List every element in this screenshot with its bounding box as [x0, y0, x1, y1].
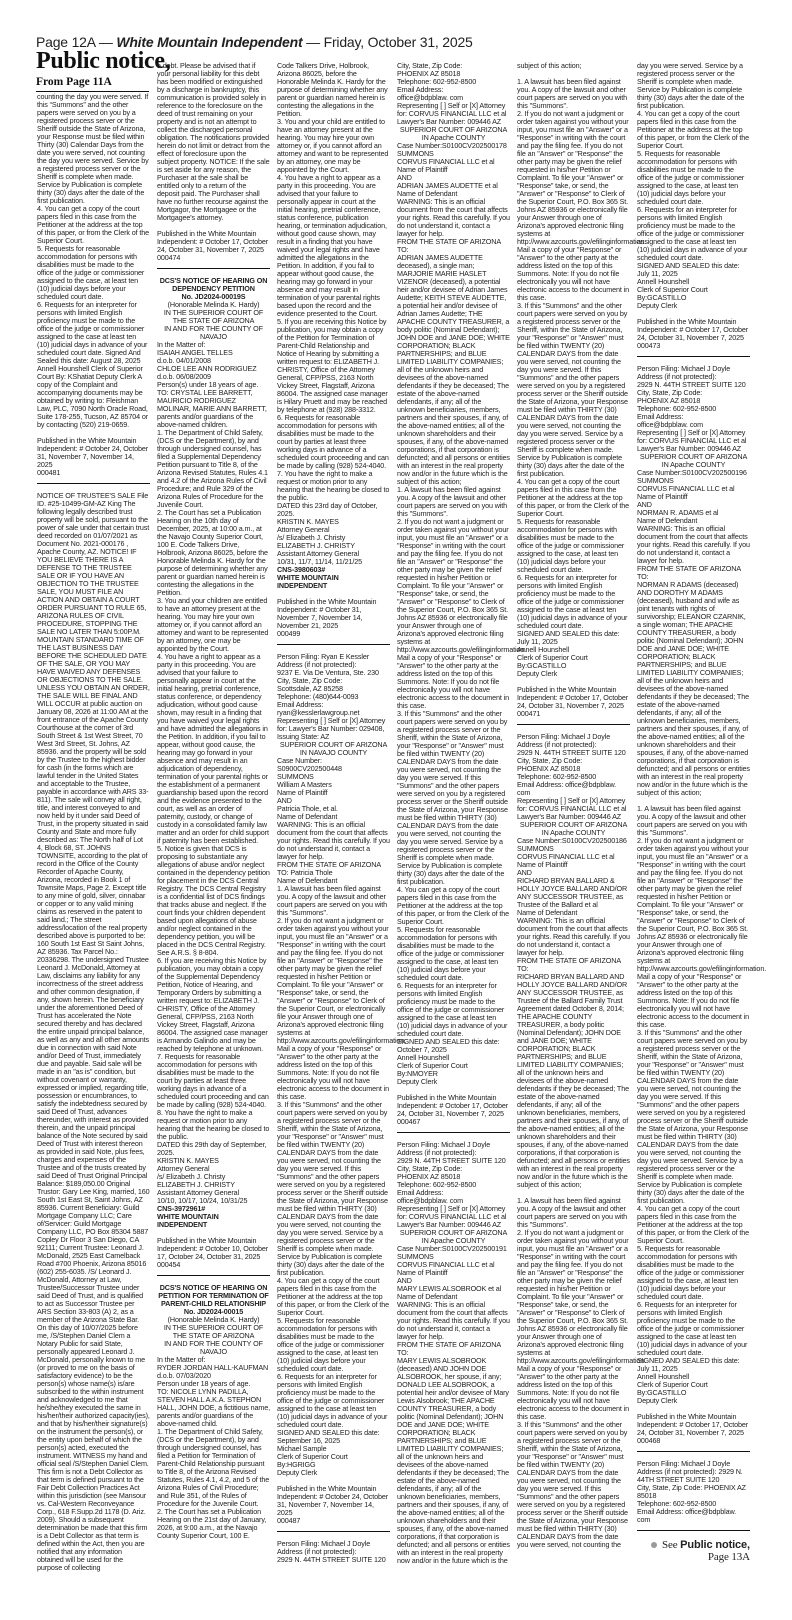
- notice-text: Published in the White Mountain Independent: # October 17, October 24, October 31, November 7, 2025 000471: [517, 685, 628, 718]
- notice-text: Person Filing: Michael J Doyle Address (if not protected): 2929 N. 44TH STREET SUITE 120 City, State, Zip Code: PHOENIX AZ 85018 Telephone: 602-952-8500 Email Address: office@bdpblaw. com Representing [ ] Self or [X] Attorney for: CORVUS FINANCIAL LLC et al Lawyer's Bar Number: 009446 AZ: [397, 1140, 507, 1229]
- notice-text: Published in the White Mountain Independent: # October 17, October 24, October 31, November 7, 2025 000467: [397, 1093, 508, 1126]
- divider: [397, 1132, 510, 1133]
- divider: [277, 644, 390, 645]
- notice-text: Published in the White Mountain Independent: # October 10, October 17, October 24, October 31, 2025 000454: [157, 1236, 268, 1269]
- notice-text: Person Filing: Michael J Doyle Address (if not protected): 2929 N. 44TH STREET SUITE 120: [277, 1539, 386, 1564]
- column-1: [37, 92, 150, 1572]
- divider: [157, 1275, 270, 1276]
- notice-text: Person Filing: Michael J Doyle Address (if not protected): 2929 N. 44TH STREET SUITE 120 City, State, Zip Code: PHOENIX AZ 85018 Telephone: 602-952-8500 Email Address: office@bdpblaw. com Representing [ ] Self or [X] Attorney for: CORVUS FINANCIAL LLC et al Lawyer's Bar Number: 009446 AZ: [517, 732, 627, 821]
- notice-heading: DCS'S NOTICE OF HEARING ON PETITION FOR TERMINATION OF PARENT-CHILD RELATIONSHIP No. JD2024-00015: [158, 1283, 269, 1316]
- notice-text: a debt. Please be advised that if your personal liability for this debt has been modified or extinguished by a discharge in bankruptcy, this communication is provided solely in reference to the foreclosure on the deed of trust remaining on your property and is not an attempt to collect the discharged personal obligation. The notifications provided herein do not limit or detract from the effect of foreclosure upon the subject property. NOTICE: If the sale is set aside for any reason, the Purchaser at the sale shall be entitled only to a return of the deposit paid. The Purchaser shall have no further recourse against the Mortgagor, the Mortgagee or the Mortgagee's attorney.: [157, 61, 270, 222]
- court-caption: (Honorable Melinda K. Hardy) IN THE SUPERIOR COURT OF THE STATE OF ARIZONA IN AND FOR THE COUNTY OF NAVAJO: [163, 1315, 264, 1356]
- bullet-icon: [651, 1542, 657, 1548]
- notice-text: counting the day you were served. If this “Summons” and the other papers were served on you by a registered process server or the Sheriff outside the State of Arizona, your Response must be filed within Thirty (30) Calendar Days from the date you were served, not counting the day you were served. Service by a registered process server or the Sheriff is complete when made. Service by Publication is complete thirty (30) days after the date of the first publication. 4. You can get a copy of the court papers filed in this case from the Petitioner at the address at the top of this paper, or from the Clerk of the Superior Court. 5. Requests for reasonable accommodation for persons with disabilities must be made to the office of the judge or commissioner assigned to the case, at least ten (10) judicial days before your scheduled court date. 6. Requests for an interpreter for persons with limited English proficiency must be made to the office of the judge or commissioner assigned to the case at least ten (10) judicial days in advance of your scheduled court date. Signed And Sealed this date: August 28, 2025 Annell Hounshell Clerk of Superior Court By: KShatiat Deputy Clerk A copy of the Complaint and accompanying documents may be obtained by writing to: Fleishman Law, PLC, 7090 North Oracle Road, Suite 178-255, Tucson, AZ 85704 or by contacting (520) 219-0659.: [37, 92, 149, 429]
- column-4: [397, 61, 527, 1568]
- notice-heading: DCS'S NOTICE OF HEARING ON DEPENDENCY PETITION No. JD2024-00019S: [159, 276, 268, 301]
- column-2: [157, 62, 270, 1568]
- continued-from: From Page 11A: [36, 76, 112, 88]
- column-5: [517, 61, 647, 1568]
- notice-text: Case Number: S0900CV202500448 SUMMONS William A Masters Name of Plaintiff AND Patricia Thole, et al. Name of Defendant WARNING: This is an official document from the court that affects your rights. Read this carefully. If you do not understand it, contact a lawyer for help. FROM THE STATE OF ARIZONA TO: Patricia Thole Name of Defendant 1. A lawsuit has been filed against you. A copy of the lawsuit and other court papers are served on you with this "Summons". 2. If you do not want a judgment or order taken against you without your input, you must file an "Answer" or a "Response" in writing with the court and pay the filing fee. If you do not file an "Answer" or "Response" the other party may be given the relief requested in his/her Petition or Complaint. To file your "Answer" or "Response" take, or send, the "Answer" or "Response" to Clerk of the Superior Court, or electronically file your Answer through one of Arizona's approved electronic filing systems at http://www.azcourts.gov/efilinginformation. Mail a copy of your "Response" or "Answer" to the other party at the address listed on the top of this Summons. Note: If you do not file electronically you will not have electronic access to the document in this case. 3. If this "Summons" and the other court papers were served on you by a registered process server or the Sheriff, within the State of Arizona, your "Response" or "Answer" must be filed within TWENTY (20) CALENDAR DAYS from the date you were served, not counting the day you were served. If this "Summons" and the other papers were served on you by a registered process server or the Sheriff outside the State of Arizona, your Response must be filed within THIRTY (30) CALENDAR DAYS from the date you were served, not counting the day you were served. Service by a registered process server or the Sheriff is complete when made. Service by Publication is complete thirty (30) days after the date of the first publication. 4. You can get a copy of the court papers filed in this case from the Petitioner at the address at the top of this paper, or from the Clerk of the Superior Court. 5. Requests for reasonable accommodation for persons with disabilities must be made to the office of the judge or commissioner assigned to the case, at least ten (10) judicial days before your scheduled court date. 6. Requests for an interpreter for persons with limited English proficiency must be made to the office of the judge or commissioner assigned to the case at least ten (10) judicial days in advance of your scheduled court date. SIGNED AND SEALED this date: September 16, 2025 Michael Sample Clerk of Superior Court By:HGRIGG Deputy Clerk: [277, 756, 407, 1477]
- divider: [157, 268, 270, 269]
- notice-text: 1. A lawsuit has been filed against you. A copy of the lawsuit and other court papers are served on you with this "Summons". 2. If you do not want a judgment or order taken against you without your input, you must file an "Answer" or a "Response" in writing with the court and pay the filing fee. If you do not file an "Answer" or "Response" the other party may be given the relief requested in his/her Petition or Complaint. To file your "Answer" or "Response" take, or send, the "Answer" or "Response" to Clerk of the Superior Court, P.O. Box 365 St. Johns AZ 85936 or electronically file your Answer through one of Arizona's approved electronic filing systems at http://www.azcourts.gov/efilinginformation. Mail a copy of your "Response" or "Answer" to the other party at the address listed on the top of this Summons. Note: If you do not file electronically you will not have electronic access to the document in this case. 3. If this "Summons" and the other court papers were served on you by a registered process server or the Sheriff, within the State of Arizona, your "Response" or "Answer" must be filed within TWENTY (20) CALENDAR DAYS from the date you were served, not counting the day you were served. If this "Summons" and the other papers were served on you by a registered process server or the Sheriff outside the State of Arizona, your Response must be filed within THIRTY (30) CALENDAR DAYS from the date you were served, not counting the day you were served. Service by a registered process server or the Sheriff is complete when made. Service by Publication is complete thirty (30) days after the date of the first publication. 4. You can get a copy of the court papers filed in this case from the Petitioner at the address at the top of this paper, or from the Clerk of the Superior Court. 5. Requests for reasonable accommodation for persons with disabilities must be made to the office of the judge or commissioner assigned to the case, at least ten (10) judicial days before your scheduled court date. 6. Requests for an interpreter for persons with limited English proficiency must be made to the office of the judge or commissioner assigned to the case at least ten (10) judicial days in advance of your scheduled court date. SIGNED AND SEALED this date: July 11, 2025 Annell Hounshell Clerk of Superior Court By:GCASTILLO Deputy Clerk: [637, 804, 767, 1405]
- notice-text: In the Matter of: ISAIAH ANGEL TELLES d.o.b. 04/01/2008 CHLOE LEE ANN RODRIGUEZ d.o.b. 06/08/2009 Person(s) under 18 years of age. TO: CRYSTAL LEE BARRETT, MAURICIO RODRIGUEZ MOLINAR, MARIE ANN BARRETT, parents and/or guardians of the above-named children. 1. The Department of Child Safety, (DCS or the Department), by and through undersigned counsel, has filed a Supplemental Dependency Petition pursuant to Title 8, of the Arizona Revised Statutes, Rules 4.1 and 4.2 of the Arizona Rules of Civil Procedure; and Rule 329 of the Arizona Rules of Procedure for the Juvenile Court. 2. The Court has set a Publication Hearing on the 10th day of December, 2025, at 10:00 a.m., at the Navajo County Superior Court, 100 E. Code Talkers Drive, Holbrook, Arizona 86025, before the Honorable Melinda K. Hardy for the purpose of determining whether any parent or guardian named herein is contesting the allegations in the Petition. 3. You and your children are entitled to have an attorney present at the hearing. You may hire your own attorney or, if you cannot afford an attorney and want to be represented by an attorney, one may be appointed by the Court. 4. You have a right to appear as a party in this proceeding. You are advised that your failure to personally appear in court at the initial hearing, pretrial conference, status conference, or dependency adjudication, without good cause shown, may result in a finding that you have waived your legal rights and have admitted the allegations in the Petition. In addition, if you fail to appear, without good cause, the hearing may go forward in your absence and may result in an adjudication of dependency, termination of your parental rights or the establishment of a permanent guardianship based upon the record and the evidence presented to the court, as well as an order of paternity, custody, or change of custody in a consolidated family law matter and an order for child support if paternity has been established. 5. Notice is given that DCS is proposing to substantiate any allegations of abuse and/or neglect contained in the dependency petition for placement in the DCS Central Registry. The DCS Central Registry is a confidential list of DCS findings that tracks abuse and neglect. If the court finds your children dependent based upon allegations of abuse and/or neglect contained in the dependency petition, you will be placed in the DCS Central Registry. See A.R.S. § 8-804. 6. If you are receiving this Notice by publication, you may obtain a copy of the Supplemental Dependency Petition, Notice of Hearing, and Temporary Orders by submitting a written request to: ELIZABETH J. CHRISTY, Office of the Attorney General, CFP/PSS, 2163 North Vickey Street, Flagstaff, Arizona 86004. The assigned case manager is Armando Galindo and may be reached by telephone at unknown. 7. Requests for reasonable accommodation for persons with disabilities must be made to the court by parties at least three working days in advance of a scheduled court proceeding and can be made by calling (928) 524-4040. 8. You have the right to make a request or motion prior to any hearing that the hearing be closed to the public. DATED this 29th day of September, 2025. KRISTIN K. MAYES Attorney General /s/ Elizabeth J. Christy ELIZABETH J. CHRISTY Assistant Attorney General 10/10, 10/17, 10/24, 10/31/25: [157, 340, 270, 1205]
- divider: [637, 356, 750, 357]
- notice-text: Published in the White Mountain Independent: # October 24, October 31, November 7, November 14, 2025 000487: [277, 1484, 388, 1525]
- court-caption: SUPERIOR COURT OF ARIZONA IN Apache COUNTY: [639, 452, 748, 469]
- notice-text: NOTICE OF TRUSTEE'S SALE File ID. #25-10499-GM-AZ King The following legally described trust property will be sold, pursuant to the power of sale under that certain trust deed recorded on 01/07/2021 as Document No. 2021-000176 , Apache County, AZ. NOTICE! IF YOU BELIEVE THERE IS A DEFENSE TO THE TRUSTEE SALE OR IF YOU HAVE AN OBJECTION TO THE TRUSTEE SALE, YOU MUST FILE AN ACTION AND OBTAIN A COURT ORDER PURSUANT TO RULE 65, ARIZONA RULES OF CIVIL PROCEDURE, STOPPING THE SALE NO LATER THAN 5:00P.M. MOUNTAIN STANDARD TIME OF THE LAST BUSINESS DAY BEFORE THE SCHEDULED DATE OF THE SALE, OR YOU MAY HAVE WAIVED ANY DEFENSES OR OBJECTIONS TO THE SALE. UNLESS YOU OBTAIN AN ORDER, THE SALE WILL BE FINAL AND WILL OCCUR at public auction on January 08, 2026 at 11:00 AM at the front entrance of the Apache County Courthouse at the corner of 3rd South Street & 1st West Street, 70 West 3rd Street, St. Johns, AZ 85936. and the property will be sold by the Trustee to the highest bidder for cash (in the forms which are lawful tender in the United States and acceptable to the Trustee, payable in accordance with ARS 33-811). The sale will convey all right, title, and interest conveyed to and now held by it under said Deed of Trust, in the property situated in said County and State and more fully described as: The North half of Lot 4, Block 68, ST. JOHNS TOWNSITE, according to the plat of record in the Office of the County Recorder of Apache County, Arizona, recorded in Book 1 of Townsite Maps, Page 2. Except title to any mine of gold, silver, cinnabar or copper or to any valid mining claims as reserved in the patent to said land.; The street address/location of the real property described above is purported to be: 160 South 1st East St Saint Johns, AZ 85936. Tax Parcel No.: 20336298. The undersigned Trustee Leonard J. McDonald, Attorney at Law, disclaims any liability for any incorrectness of the street address and other common designation, if any, shown herein. The beneficiary under the aforementioned Deed of Trust has accelerated the Note secured thereby and has declared the entire unpaid principal balance, as well as any and all other amounts due in connection with said Note and/or Deed of Trust, immediately due and payable. Said sale will be made in an "as is" condition, but without covenant or warranty, expressed or implied, regarding title, possession or encumbrances, to satisfy the indebtedness secured by said Deed of Trust, advances thereunder, with interest as provided therein, and the unpaid principal balance of the Note secured by said Deed of Trust with interest thereon as provided in said Note, plus fees, charges and expenses of the Trustee and of the trusts created by said Deed of Trust Original Principal Balance: $189,050.00 Original Trustor: Gary Lee King, married, 160 South 1st East St, Saint Johns, AZ 85936. Current Beneficiary: Guild Mortgage Company LLC; Care of/Servicer: Guild Mortgage Company LLC, PO Box 85304 5887 Copley Dr Floor 3 San Diego, CA 92111; Current Trustee: Leonard J. McDonald, 2525 East Camelback Road #700 Phoenix, Arizona 85016 (602) 255-6035. /S/ Leonard J. McDonald, Attorney at Law, Trustee/Successor Trustee under said Deed of Trust, and is qualified to act as Successor Trustee per ARS Section 33-803 (A) 2, as a member of the Arizona State Bar. On this day of 10/07/2025 before me, /S/Stephen Daniel Clem a Notary Public for said State, personally appeared Leonard J. McDonald, personally known to me (or proved to me on the basis of satisfactory evidence) to be the person(s) whose name(s) is/are subscribed to the within instrument and acknowledged to me that he/she/they executed the same in his/her/their authorized capacity(ies), and that by his/her/their signature(s) on the instrument the person(s), or the entity upon behalf of which the person(s) acted, executed the instrument. WITNESS my hand and official seal /S/Stephen Daniel Clem. This firm is not a Debt Collector as that term is defined pursuant to the Fair Debt Collection Practices Act within this jurisdiction (see Mansour vs. Cal-Western Reconveyance Corp., 618 F.Supp.2d 1178 (D. Ariz. 2009). Should a subsequent determination be made that this firm is a Debt Collector as that term is defined within the Act, then you are notified that any information obtained will be used for the purpose of collecting: [37, 491, 150, 1572]
- section-title: Public notice,: [36, 48, 171, 74]
- continued-on-link[interactable]: [637, 1539, 750, 1563]
- notice-text: In the Matter of: RYDER JORDAN HALL-KAUFMAN d.o.b. 07/03/2020 Person under 18 years of age. TO: NICOLE LYNN PADILLA, STEVEN HALL A.K.A. STEPHON HALL, JOHN DOE, a fictitious name, parents and/or guardians of the above-named child. 1. The Department of Child Safety, (DCS or the Department), by and through undersigned counsel, has filed a Petition for Termination of Parent-Child Relationship pursuant to Title 8, of the Arizona Revised Statutes, Rules 4.1, 4.2, and 5 of the Arizona Rules of Civil Procedure; and Rule 351, of the Rules of Procedure for the Juvenile Court. 2. The Court has set a Publication Hearing on the 21st day of January, 2026, at 9:00 a.m., at the Navajo County Superior Court, 100 E.: [157, 1355, 270, 1540]
- notice-text: Person Filing: Michael J Doyle Address (if not protected): 2929 N. 44TH STREET SUITE 120 City, State, Zip Code: PHOENIX AZ 85018 Telephone: 602-952-8500 Email Address: office@bdpblaw. com Representing [ ] Self or [X] Attorney for: CORVUS FINANCIAL LLC et al Lawyer's Bar Number: 009446 AZ: [637, 364, 747, 453]
- divider: [37, 483, 150, 484]
- column-3: [277, 61, 407, 1568]
- notice-text: day you were served. Service by a registered process server or the Sheriff is complete when made. Service by Publication is complete thirty (30) days after the date of the first publication. 4. You can get a copy of the court papers filed in this case from the Petitioner at the address at the top of this paper, or from the Clerk of the Superior Court. 5. Requests for reasonable accommodation for persons with disabilities must be made to the office of the judge or commissioner assigned to the case, at least ten (10) judicial days before your scheduled court date. 6. Requests for an interpreter for persons with limited English proficiency must be made to the office of the judge or commissioner assigned to the case at least ten (10) judicial days in advance of your scheduled court date. SIGNED AND SEALED this date: July 11, 2025 Annell Hounshell Clerk of Superior Court By:GCASTILLO Deputy Clerk: [637, 61, 749, 310]
- page-number: Page 12A —: [36, 34, 117, 50]
- notice-text: Published in the White Mountain Independent: # October 31, November 7, November 14, November 21, 2025 000499: [277, 597, 377, 638]
- court-caption: SUPERIOR COURT OF ARIZONA IN Apache COUNTY: [519, 820, 628, 837]
- notice-text: Case Number:S0100CV202500178 SUMMONS CORVUS FINANCIAL LLC et al Name of Plaintiff AND ADRIAN JAMES AUDETTE et al Name of Defendant WARNING: This is an official document from the court that affects your rights. Read this carefully. If you do not understand it, contact a lawyer for help. FROM THE STATE OF ARIZONA TO: ADRIAN JAMES AUDETTE deceased), a single man; MARJORIE MARIE HASLET VIZENOR (deceased), a potential heir and/or devisee of Adrian James Audette; KEITH STEVE AUDETTE, a potential heir and/or devisee of Adrian James Audette; THE APACHE COUNTY TREASURER, a body politic (Nominal Defendant); JOHN DOE and JANE DOE; WHITE CORPORATION; BLACK PARTNERSHIPS; and BLUE LIMITED LIABILITY COMPANIES; all of the unknown heirs and devisees of the above-named defendants if they be deceased; The estate of the above-named defendants, if any; all of the unknown beneficiaries, members, partners and their spouses, if any, of the above-named entities; all of the unknown shareholders and their spouses, if any, of the above-named corporations, if that corporation is defuncted; and all persons or entities with an interest in the real property now and/or in the future which is the subject of this action; 1. A lawsuit has been filed against you. A copy of the lawsuit and other court papers are served on you with this "Summons". 2. If you do not want a judgment or order taken against you without your input, you must file an "Answer" or a "Response" in writing with the court and pay the filing fee. If you do not file an "Answer" or "Response" the other party may be given the relief requested in his/her Petition or Complaint. To file your "Answer" or "Response" take, or send, the "Answer" or "Response" to Clerk of the Superior Court, P.O. Box 365 St. Johns AZ 85936 or electronically file your Answer through one of Arizona's approved electronic filing systems at http://www.azcourts.gov/efilinginformation. Mail a copy of your "Response" or "Answer" to the other party at the address listed on the top of this Summons. Note: If you do not file electronically you will not have electronic access to the document in this case. 3. If this "Summons" and the other court papers were served on you by a registered process server or the Sheriff, within the State of Arizona, your "Response" or "Answer" must be filed within TWENTY (20) CALENDAR DAYS from the date you were served, not counting the day you were served. If this "Summons" and the other papers were served on you by a registered process server or the Sheriff outside the State of Arizona, your Response must be filed within THIRTY (30) CALENDAR DAYS from the date you were served, not counting the day you were served. Service by a registered process server or the Sheriff is complete when made. Service by Publication is complete thirty (30) days after the date of the first publication. 4. You can get a copy of the court papers filed in this case from the Petitioner at the address at the top of this paper, or from the Clerk of the Superior Court. 5. Requests for reasonable accommodation for persons with disabilities must be made to the office of the judge or commissioner assigned to the case, at least ten (10) judicial days before your scheduled court date. 6. Requests for an interpreter for persons with limited English proficiency must be made to the office of the judge or commissioner assigned to the case at least ten (10) judicial days in advance of your scheduled court date. SIGNED AND SEALED this date: October 7, 2025 Annell Hounshell Clerk of Superior Court By:NMOYER Deputy Clerk: [397, 141, 527, 1086]
- notice-reference: CNS-3972961# WHITE MOUNTAIN INDEPENDENT: [157, 1204, 219, 1229]
- notice-text: 1. A lawsuit has been filed against you. A copy of the lawsuit and other court papers are served on you with this "Summons". 2. If you do not want a judgment or order taken against you without your input, you must file an "Answer" or a "Response" in writing with the court and pay the filing fee. If you do not file an "Answer" or "Response" the other party may be given the relief requested in his/her Petition or Complaint. To file your "Answer" or "Response" take, or send, the "Answer" or "Response" to Clerk of the Superior Court, P.O. Box 365 St. Johns AZ 85936 or electronically file your Answer through one of Arizona's approved electronic filing systems at http://www.azcourts.gov/efilinginformation. Mail a copy of your "Response" or "Answer" to the other party at the address listed on the top of this Summons. Note: If you do not file electronically you will not have electronic access to the document in this case. 3. If this "Summons" and the other court papers were served on you by a registered process server or the Sheriff, within the State of Arizona, your "Response" or "Answer" must be filed within TWENTY (20) CALENDAR DAYS from the date you were served, not counting the day you were served. If this "Summons" and the other papers were served on you by a registered process server or the Sheriff outside the State of Arizona, your Response must be filed within THIRTY (30) CALENDAR DAYS from the date you were served, not counting the day you were served. Service by a registered process server or the Sheriff is complete when made. Service by Publication is complete thirty (30) days after the date of the first publication. 4. You can get a copy of the court papers filed in this case from the Petitioner at the address at the top of this paper, or from the Clerk of the Superior Court. 5. Requests for reasonable accommodation for persons with disabilities must be made to the office of the judge or commissioner assigned to the case, at least ten (10) judicial days before your scheduled court date. 6. Requests for an interpreter for persons with limited English proficiency must be made to the office of the judge or commissioner assigned to the case at least ten (10) judicial days in advance of your scheduled court date. SIGNED AND SEALED this date: July 11, 2025 Annell Hounshell Clerk of Superior Court By:GCASTILLO Deputy Clerk: [517, 77, 647, 678]
- notice-text: Published in the White Mountain Independent: # October 17, October 24, October 31, November 7, 2025 000473: [637, 317, 748, 350]
- notice-text: Published in the White Mountain Independent: # October 17, October 24, October 31, November 7, 2025 000468: [637, 1412, 748, 1445]
- newspaper-name: White Mountain Independent: [116, 34, 303, 50]
- court-caption: (Honorable Melinda K. Hardy) IN THE SUPERIOR COURT OF THE STATE OF ARIZONA IN AND FOR THE COUNTY OF NAVAJO: [163, 300, 264, 341]
- see-section: Public notice,: [680, 1539, 750, 1551]
- notice-text: Person Filing: Ryan E Kessler Address (if not protected): 9237 E. Via De Ventura, Ste. 230 City, State, Zip Code: Scottsdale, AZ 85258 Telephone: (480)644-0093 Email Address: ryan@kesslerlawgroup.net Representing [ ] Self or [X] Attorney for: Lawyer's Bar Number: 029408, Issuing State: AZ: [277, 652, 386, 741]
- notice-text: 1. A lawsuit has been filed against you. A copy of the lawsuit and other court papers are served on you with this "Summons". 2. If you do not want a judgment or order taken against you without your input, you must file an "Answer" or a "Response" in writing with the court and pay the filing fee. If you do not file an "Answer" or "Response" the other party may be given the relief requested in his/her Petition or Complaint. To file your "Answer" or "Response" take, or send, the "Answer" or "Response" to Clerk of the Superior Court, P.O. Box 365 St. Johns AZ 85936 or electronically file your Answer through one of Arizona's approved electronic filing systems at http://www.azcourts.gov/efilinginformation. Mail a copy of your "Response" or "Answer" to the other party at the address listed on the top of this Summons. Note: If you do not file electronically you will not have electronic access to the document in this case. 3. If this "Summons" and the other court papers were served on you by a registered process server or the Sheriff, within the State of Arizona, your "Response" or "Answer" must be filed within TWENTY (20) CALENDAR DAYS from the date you were served, not counting the day you were served. If this "Summons" and the other papers were served on you by a registered process server or the Sheriff outside the State of Arizona, your Response must be filed within THIRTY (30) CALENDAR DAYS from the date you were served, not counting the: [517, 1196, 647, 1549]
- notice-text: Case Number:S0100CV202500196 SUMMONS CORVUS FINANCIAL LLC et al Name of Plaintiff AND NORMAN R. ADAMS et al Name of Defendant WARNING: This is an official document from the court that affects your rights. Read this carefully. If you do not understand it, contact a lawyer for help. FROM THE STATE OF ARIZONA TO: NORMAN R ADAMS (deceased) AND DOROTHY M ADAMS (deceased), husband and wife as joint tenants with rights of survivorship; ELEANOR CZARNIK, a single woman; THE APACHE COUNTY TREASURER, a body politic (Nominal Defendant); JOHN DOE and JANE DOE; WHITE CORPORATION; BLACK PARTNERSHIPS; and BLUE LIMITED LIABILITY COMPANIES; all of the unknown heirs and devisees of the above-named defendants if they be deceased; The estate of the above-named defendants, if any; all of the unknown beneficiaries, members, partners and their spouses, if any, of the above-named entities; all of the unknown shareholders and their spouses, if any, of the above-named corporations, if that corporation is defuncted; and all persons or entities with an interest in the real property now and/or in the future which is the subject of this action;: [637, 468, 750, 797]
- notice-text: Code Talkers Drive, Holbrook, Arizona 86025, before the Honorable Melinda K. Hardy for the purpose of determining whether any parent or guardian named herein is contesting the allegations in the Petition. 3. You and your child are entitled to have an attorney present at the hearing. You may hire your own attorney or, if you cannot afford an attorney and want to be represented by an attorney, one may be appointed by the Court. 4. You have a right to appear as a party in this proceeding. You are advised that your failure to personally appear in court at the initial hearing, pretrial conference, status conference, publication hearing, or termination adjudication, without good cause shown, may result in a finding that you have waived your legal rights and have admitted the allegations in the Petition. In addition, if you fail to appear without good cause, the hearing may go forward in your absence and may result in termination of your parental rights based upon the record and the evidence presented to the Court. 5. If you are receiving this Notice by publication, you may obtain a copy of the Petition for Termination of Parent-Child Relationship and Notice of Hearing by submitting a written request to: ELIZABETH J. CHRISTY, Office of the Attorney General, CFP/PSS, 2163 North Vickey Street, Flagstaff, Arizona 86004. The assigned case manager is Hilary Pruett and may be reached by telephone at (928) 288-3312. 6. Requests for reasonable accommodation for persons with disabilities must be made to the court by parties at least three working days in advance of a scheduled court proceeding and can be made by calling (928) 524-4040. 7. You have the right to make a request or motion prior to any hearing that the hearing be closed to the public. DATED this 23rd day of October, 2025. KRISTIN K. MAYES Attorney General /s/ Elizabeth J. Christy ELIZABETH J. CHRISTY Assistant Attorney General 10/31, 11/7, 11/14, 11/21/25: [277, 61, 390, 566]
- notice-text: Published in the White Mountain Independent: # October 17, October 24, October 31, November 7, 2025 000474: [157, 229, 268, 262]
- divider: [637, 1530, 750, 1531]
- see-label: See: [662, 1539, 681, 1551]
- court-caption: SUPERIOR COURT OF ARIZONA IN Apache COUNTY: [399, 1228, 508, 1245]
- notice-text: Case Number:S0100CV202500191 SUMMONS CORVUS FINANCIAL LLC et al Name of Plaintiff AND MARY LEWIS ALSOBROOK et al Name of Defendant WARNING: This is an official document from the court that affects your rights. Read this carefully. If you do not understand it, contact a lawyer for help. FROM THE STATE OF ARIZONA TO: MARY LEWIS ALSOBROOK (deceased) AND JOHN DOE ALSOBROOK, her spouse, if any; DONALD LEE ALSOBROOK, a potential heir and/or devisee of Mary Lewis Alsobrook; THE APACHE COUNTY TREASURER, a body politic (Nominal Defendant); JOHN DOE and JANE DOE; WHITE CORPORATION; BLACK PARTNERSHIPS; and BLUE LIMITED LIABILITY COMPANIES; all of the unknown heirs and devisees of the above-named defendants if they be deceased; The estate of the above-named defendants, if any; all of the unknown beneficiaries, members, partners and their spouses, if any, of the above-named entities; all of the unknown shareholders and their spouses, if any, of the above-named corporations, if that corporation is defuncted; and all persons or entities with an interest in the real property now and/or in the future which is the: [397, 1244, 510, 1565]
- column-6: [637, 61, 767, 1568]
- see-page: Page 13A: [707, 1551, 750, 1563]
- notice-text: City, State, Zip Code: PHOENIX AZ 85018 Telephone: 602-952-8500 Email Address: office@bdpblaw. com Representing [ ] Self or [X] Attorney for: CORVUS FINANCIAL LLC et al Lawyer's Bar Number: 009446 AZ: [397, 61, 507, 126]
- divider: [277, 1531, 390, 1532]
- notice-text: Published in the White Mountain Independent: # October 24, October 31, November 7, November 14, 2025 000481: [37, 436, 148, 477]
- notice-text: Case Number:S0100CV202500186 SUMMONS CORVUS FINANCIAL LLC et al Name of Plaintiff AND RICHARD BRYAN BALLARD & HOLLY JOYCE BALLARD AND/OR ANY SUCCESSOR TRUSTEE, as Trustee of the Ballard et al Name of Defendant WARNING: This is an official document from the court that affects your rights. Read this carefully. If you do not understand it, contact a lawyer for help. FROM THE STATE OF ARIZONA TO: RICHARD BRYAN BALLARD AND HOLLY JOYCE BALLARD AND/OR ANY SUCCESSOR TRUSTEE, as Trustee of the Ballard Family Trust Agreement dated October 8, 2014; THE APACHE COUNTY TREASURER, a body politic (Nominal Defendant); JOHN DOE and JANE DOE; WHITE CORPORATION; BLACK PARTNERSHIPS; and BLUE LIMITED LIABILITY COMPANIES; all of the unknown heirs and devisees of the above-named defendants if they be deceased; The estate of the above-named defendants, if any; all of the unknown beneficiaries, members, partners and their spouses, if any, of the above-named entities; all of the unknown shareholders and their spouses, if any, of the above-named corporations, if that corporation is defuncted; and all persons or entities with an interest in the real property now and/or in the future which is the subject of this action;: [517, 836, 630, 1189]
- divider: [637, 1451, 750, 1452]
- notice-text: Person Filing: Michael J Doyle Address (if not protected): 2929 N. 44TH STREET SUITE 120 City, State, Zip Code: PHOENIX AZ 85018 Telephone: 602-952-8500 Email Address: office@bdpblaw. com: [637, 1459, 746, 1524]
- court-caption: SUPERIOR COURT OF ARIZONA IN NAVAJO COUNTY: [279, 740, 388, 757]
- divider: [517, 724, 630, 725]
- court-caption: SUPERIOR COURT OF ARIZONA IN Apache COUNTY: [399, 125, 508, 142]
- issue-date: — Friday, October 31, 2025: [302, 34, 473, 50]
- notice-reference: CNS-3980603# WHITE MOUNTAIN INDEPENDENT: [277, 565, 339, 590]
- notice-text: subject of this action;: [517, 61, 582, 70]
